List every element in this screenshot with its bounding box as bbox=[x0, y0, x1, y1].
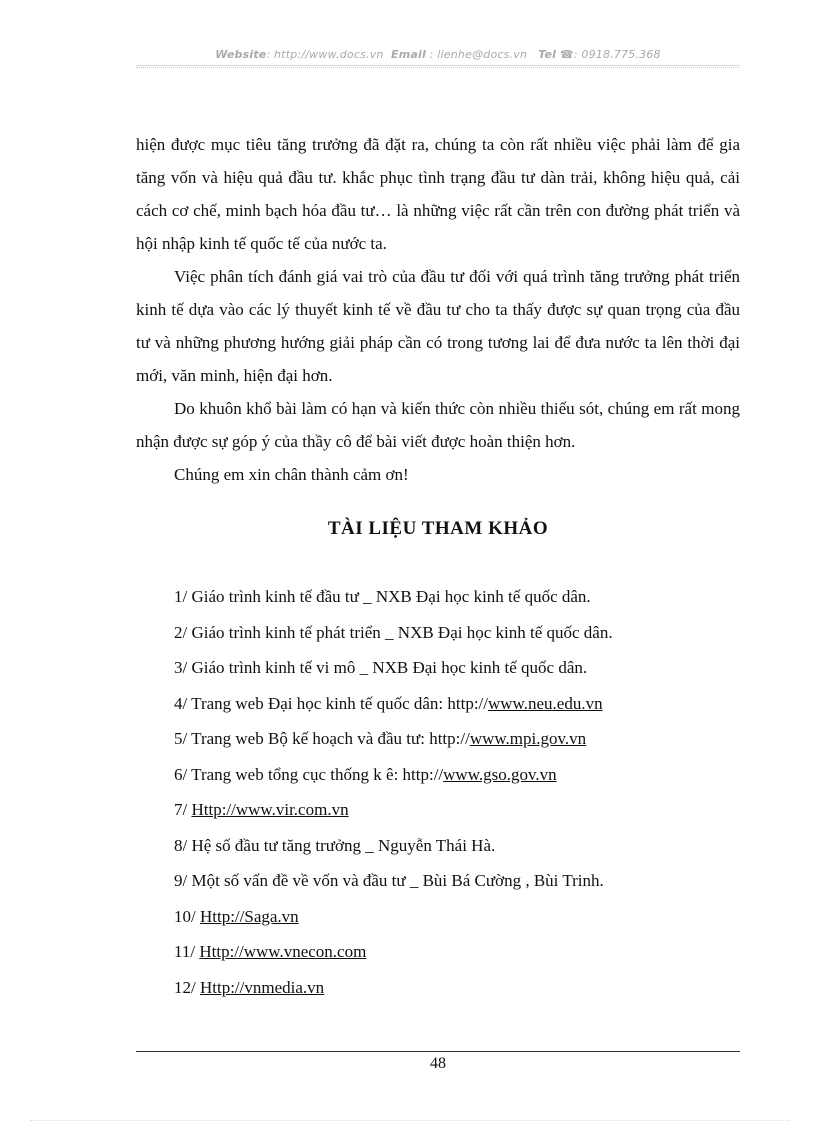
website-label: Website bbox=[215, 48, 267, 61]
reference-link[interactable]: www.mpi.gov.vn bbox=[469, 729, 587, 748]
reference-link[interactable]: Http://www.vnecon.com bbox=[199, 942, 367, 961]
reference-item: 6/ Trang web tổng cục thống k ê: http://www.gso.gov.vn bbox=[174, 764, 557, 784]
reference-item: 7/ Http://www.vir.com.vn bbox=[174, 800, 349, 819]
email-label: Email bbox=[391, 48, 426, 61]
website-value: : http://www.docs.vn bbox=[266, 48, 384, 61]
reference-item: 12/ Http://vnmedia.vn bbox=[174, 977, 325, 997]
references-title: TÀI LIỆU THAM KHẢO bbox=[327, 518, 549, 539]
reference-link[interactable]: www.neu.edu.vn bbox=[488, 693, 603, 713]
references-list bbox=[136, 570, 740, 1005]
page-bottom-border bbox=[30, 1120, 790, 1121]
email-value: : lienhe@docs.vn bbox=[429, 48, 528, 61]
tel-value: : 0918.775.368 bbox=[573, 48, 661, 61]
body-paragraph-1: hiện được mục tiêu tăng trưởng đã đặt ra, chúng ta còn rất nhiều việc phải làm để gia tăng vốn và hiệu quả đầu tư. khắc phục tình trạng đầu tư dàn trải, không hiệu quả, cải cách cơ chế, minh bạch hóa đầu tư… là những việc rất cần trên con đường phát triển và hội nhập kinh tế quốc tế của nước ta. bbox=[136, 135, 740, 253]
reference-link[interactable]: Http://vnmedia.vn bbox=[199, 977, 325, 997]
reference-item: 9/ Một số vấn đề về vốn và đầu tư _ Bùi Bá Cường , Bùi Trinh. bbox=[174, 871, 604, 890]
reference-item: 5/ Trang web Bộ kế hoạch và đầu tư: http://www.mpi.gov.vn bbox=[174, 729, 587, 748]
reference-link[interactable]: www.gso.gov.vn bbox=[443, 764, 557, 784]
reference-link[interactable]: Http://Saga.vn bbox=[199, 906, 299, 926]
header-rule bbox=[136, 65, 740, 68]
reference-link[interactable]: Http://www.vir.com.vn bbox=[191, 800, 349, 819]
page-header bbox=[136, 48, 740, 61]
reference-item: 3/ Giáo trình kinh tế vi mô _ NXB Đại học kinh tế quốc dân. bbox=[174, 658, 588, 677]
reference-item: 2/ Giáo trình kinh tế phát triển _ NXB Đại học kinh tế quốc dân. bbox=[174, 622, 613, 642]
body-paragraph-3: Do khuôn khổ bài làm có hạn và kiến thức còn nhiều thiếu sót, chúng em rất mong nhận được sự góp ý của thầy cô để bài viết được hoàn thiện hơn. bbox=[136, 399, 740, 451]
body-paragraph-4: Chúng em xin chân thành cảm ơn! bbox=[174, 465, 409, 484]
body-paragraph-2: Việc phân tích đánh giá vai trò của đầu tư đối với quá trình tăng trưởng phát triển kinh tế dựa vào các lý thuyết kinh tế về đầu tư cho ta thấy được sự quan trọng của đầu tư và những phương hướng giải pháp cần có trong tương lai để đưa nước ta lên thời đại mới, văn minh, hiện đại hơn. bbox=[136, 267, 740, 385]
tel-label: Tel bbox=[538, 48, 557, 61]
reference-item: 11/ Http://www.vnecon.com bbox=[174, 942, 367, 961]
reference-item: 1/ Giáo trình kinh tế đầu tư _ NXB Đại học kinh tế quốc dân. bbox=[174, 587, 591, 606]
reference-item: 10/ Http://Saga.vn bbox=[174, 906, 299, 926]
page-content bbox=[136, 128, 740, 1005]
phone-icon: ☎ bbox=[559, 48, 574, 61]
page-number: 48 bbox=[430, 1055, 446, 1072]
reference-item: 8/ Hệ số đầu tư tăng trưởng _ Nguyễn Thái Hà. bbox=[174, 835, 496, 855]
reference-item: 4/ Trang web Đại học kinh tế quốc dân: http://www.neu.edu.vn bbox=[174, 693, 603, 713]
footer-rule bbox=[136, 1051, 740, 1052]
